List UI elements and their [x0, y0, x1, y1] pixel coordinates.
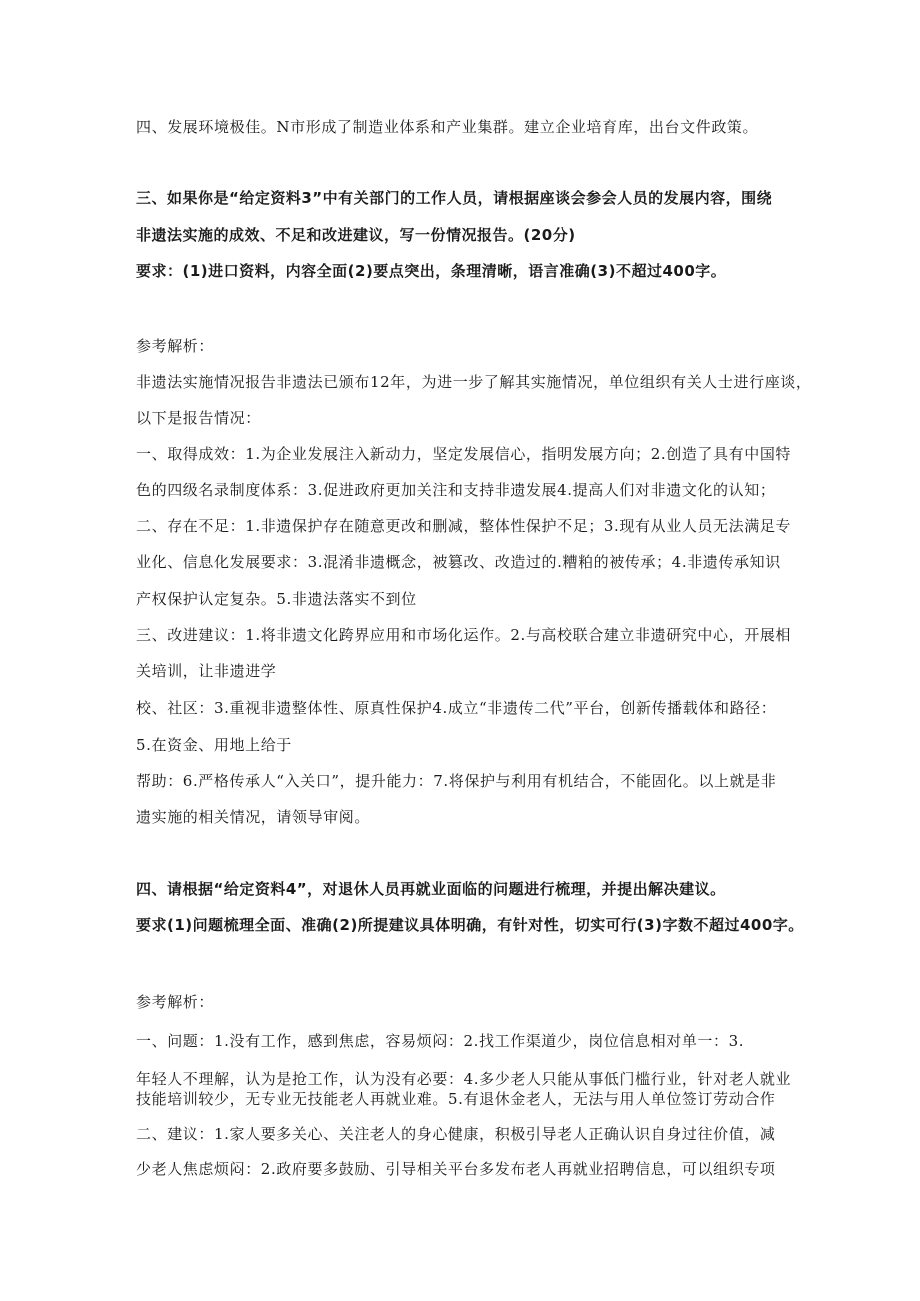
- q4-requirement: 要求(1)问题梳理全面、准确(2)所提建议具体明确，有针对性，切实可行(3)字数不超过400字。: [136, 916, 804, 934]
- q4-answer-line: 年轻人不理解，认为是抢工作，认为没有必要：4.多少老人只能从事低门槛行业，针对老人就业: [136, 1070, 792, 1088]
- q3-answer-line: 二、存在不足：1.非遗保护存在随意更改和删减，整体性保护不足；3.现有从业人员无法满足专: [136, 517, 792, 535]
- q4-answer-line: 一、问题：1.没有工作，感到焦虑，容易烦闷：2.找工作渠道少，岗位信息相对单一：3.: [136, 1032, 745, 1050]
- q3-answer-line: 5.在资金、用地上给于: [136, 736, 292, 754]
- q3-title-line-2: 非遗法实施的成效、不足和改进建议，写一份情况报告。(20分): [136, 226, 576, 244]
- intro-paragraph: 四、发展环境极佳。N市形成了制造业体系和产业集群。建立企业培育库，出台文件政策。: [136, 118, 759, 136]
- q4-title: 四、请根据“给定资料4”，对退休人员再就业面临的问题进行梳理，并提出解决建议。: [136, 880, 726, 898]
- q3-analysis-label: 参考解析：: [136, 337, 215, 355]
- q4-answer-line: 二、建议：1.家人要多关心、关注老人的身心健康，积极引导老人正确认识自身过往价值，减: [136, 1125, 776, 1143]
- q3-answer-line: 关培训，让非遗进学: [136, 662, 277, 680]
- q3-answer-line: 三、改进建议：1.将非遗文化跨界应用和市场化运作。2.与高校联合建立非遗研究中心，开展相: [136, 626, 792, 644]
- q3-answer-line: 业化、信息化发展要求：3.混淆非遗概念，被篡改、改造过的.糟粕的被传承；4.非遗传承知识: [136, 553, 781, 571]
- q3-answer-line: 非遗法实施情况报告非遗法已颁布12年，为进一步了解其实施情况，单位组织有关人士进行座谈，: [136, 373, 812, 391]
- q3-answer-line: 色的四级名录制度体系：3.促进政府更加关注和支持非遗发展4.提高人们对非遗文化的认知；: [136, 481, 776, 499]
- q3-answer-line: 产权保护认定复杂。5.非遗法落实不到位: [136, 590, 417, 608]
- q3-answer-line: 帮助：6.严格传承人“入关口”，提升能力：7.将保护与利用有机结合，不能固化。以上就是非: [136, 772, 777, 790]
- q4-answer-line: 少老人焦虑烦闷：2.政府要多鼓励、引导相关平台多发布老人再就业招聘信息，可以组织专项: [136, 1160, 776, 1178]
- q3-requirement: 要求：(1)进口资料，内容全面(2)要点突出，条理清晰，语言准确(3)不超过400字。: [136, 262, 727, 280]
- q3-title-line-1: 三、如果你是“给定资料3”中有关部门的工作人员，请根据座谈会参会人员的发展内容，围绕: [136, 189, 773, 207]
- q3-answer-line: 以下是报告情况：: [136, 409, 261, 427]
- q3-answer-line: 遗实施的相关情况，请领导审阅。: [136, 808, 371, 826]
- q3-answer-line: 校、社区：3.重视非遗整体性、原真性保护4.成立“非遗传二代”平台，创新传播载体和路径：: [136, 699, 777, 717]
- q4-analysis-label: 参考解析：: [136, 993, 215, 1011]
- q3-answer-line: 一、取得成效：1.为企业发展注入新动力，坚定发展信心，指明发展方向；2.创造了具有中国特: [136, 445, 792, 463]
- q4-answer-line: 技能培训较少，无专业无技能老人再就业难。5.有退休金老人，无法与用人单位签订劳动合作: [136, 1090, 776, 1108]
